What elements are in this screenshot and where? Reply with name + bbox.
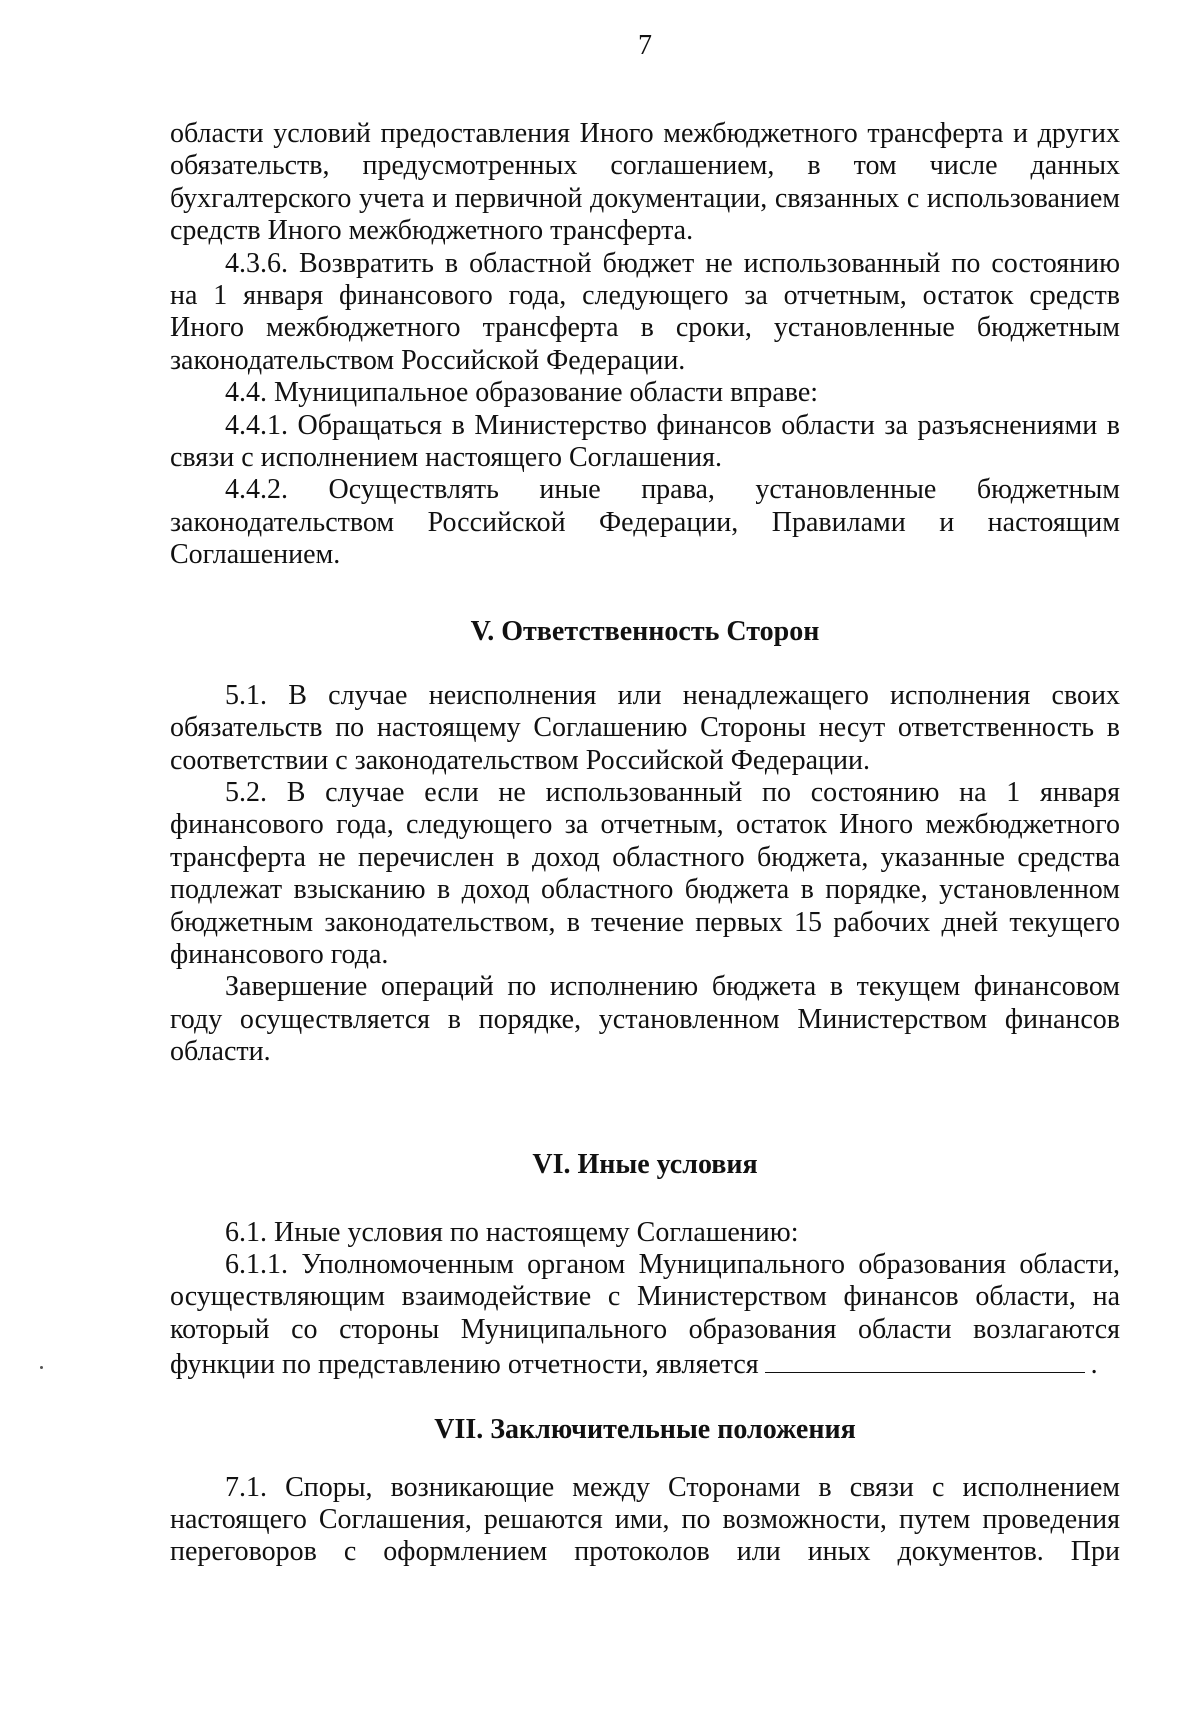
paragraph-7-1: 7.1. Споры, возникающие между Сторонами в связи с исполнением настоящего Соглашения, решаются ими, по возможности, путем проведения переговоров с оформлением протоколов или иных документов. При bbox=[170, 1471, 1120, 1568]
paragraph-6-1: 6.1. Иные условия по настоящему Соглашению: bbox=[225, 1216, 799, 1248]
paragraph-6-1-1-text: 6.1.1. Уполномоченным органом Муниципального образования области, осуществляющим взаимодействие с Министерством финансов области, на который со стороны Муниципального образования области возлагаются функции по представлению отчетности, является bbox=[170, 1248, 1120, 1381]
section-5-heading: V. Ответственность Сторон bbox=[470, 615, 820, 647]
section-7-heading: VII. Заключительные положения bbox=[434, 1413, 856, 1445]
paragraph-4-4-2: 4.4.2. Осуществлять иные права, установленные бюджетным законодательством Российской Федерации, Правилами и настоящим Соглашением. bbox=[170, 474, 1120, 571]
paragraph-4-4: 4.4. Муниципальное образование области вправе: bbox=[225, 377, 819, 409]
paragraph-4-3-6: 4.3.6. Возвратить в областной бюджет не использованный по состоянию на 1 января финансового года, следующего за отчетным, остаток средств Иного межбюджетного трансферта в сроки, установленные бюджетным законодательством Российской Федерации. bbox=[170, 247, 1120, 376]
fill-in-blank-line bbox=[765, 1346, 1085, 1373]
paragraph-5-2-completion: Завершение операций по исполнению бюджета в текущем финансовом году осуществляется в порядке, установленном Министерством финансов области. bbox=[170, 971, 1120, 1068]
paragraph-5-2: 5.2. В случае если не использованный по состоянию на 1 января финансового года, следующего за отчетным, остаток Иного межбюджетного трансферта не перечислен в доход областного бюджета, указанные средства подлежат взысканию в доход областного бюджета в порядке, установленном бюджетным законодательством, в течение первых 15 рабочих дней текущего финансового года. bbox=[170, 776, 1120, 970]
page-number: 7 bbox=[638, 30, 652, 61]
scan-speck bbox=[40, 1366, 43, 1369]
paragraph-6-1-1 bbox=[170, 1249, 1120, 1382]
paragraph-continuation: области условий предоставления Иного межбюджетного трансферта и других обязательств, предусмотренных соглашением, в том числе данных бухгалтерского учета и первичной документации, связанных с использованием средств Иного межбюджетного трансферта. bbox=[170, 118, 1120, 247]
document-body bbox=[170, 118, 1120, 1569]
paragraph-4-4-1: 4.4.1. Обращаться в Министерство финансов области за разъяснениями в связи с исполнением настоящего Соглашения. bbox=[170, 409, 1120, 474]
section-6-heading: VI. Иные условия bbox=[532, 1148, 758, 1180]
paragraph-6-1-1-end: . bbox=[1090, 1349, 1098, 1381]
paragraph-5-1: 5.1. В случае неисполнения или ненадлежащего исполнения своих обязательств по настоящему Соглашению Стороны несут ответственность в соответствии с законодательством Российской Федерации. bbox=[170, 679, 1120, 776]
